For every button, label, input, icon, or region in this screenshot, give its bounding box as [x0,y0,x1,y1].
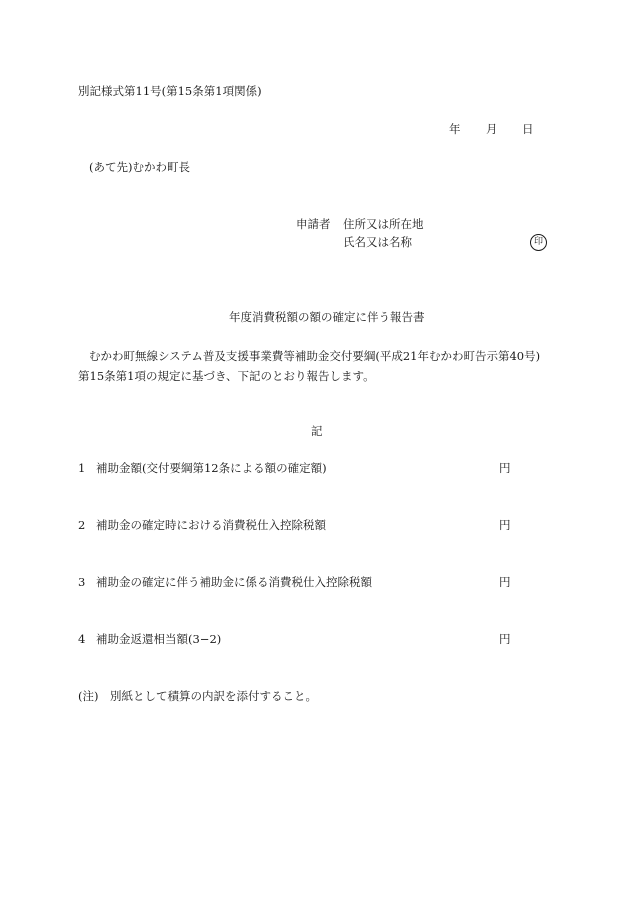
item-number: 4 [78,632,86,646]
list-item [78,463,538,477]
item-text: 補助金の確定時における消費税仕入控除税額 [96,518,326,532]
item-text: 補助金の確定に伴う補助金に係る消費税仕入控除税額 [96,575,372,589]
date-year: 年 [449,122,461,136]
item-number: 3 [78,575,86,589]
item-unit: 円 [499,632,511,646]
item-unit: 円 [499,461,511,475]
date-day: 日 [522,122,534,136]
item-text: 補助金返還相当額(3−2) [96,632,222,646]
date-month: 月 [486,122,498,136]
report-title: 年度消費税額の額の確定に伴う報告書 [229,310,425,324]
body-line-1: むかわ町無線システム普及支援事業費等補助金交付要綱(平成21年むかわ町告示第40号) [89,349,541,363]
list-item [78,520,538,534]
item-unit: 円 [499,518,511,532]
item-text: 補助金額(交付要綱第12条による額の確定額) [96,461,327,475]
applicant-address-label: 住所又は所在地 [343,217,424,231]
list-item [78,577,538,591]
item-number: 1 [78,461,86,475]
list-item [78,634,538,648]
applicant-label: 申請者 [296,217,331,231]
addressee: (あて先)むかわ町長 [89,160,190,174]
item-number: 2 [78,518,86,532]
form-id: 別記様式第11号(第15条第1項関係) [78,84,262,98]
item-unit: 円 [499,575,511,589]
seal-mark: 印 [530,234,547,251]
body-line-2: 第15条第1項の規定に基づき、下記のとおり報告します。 [78,369,375,383]
ki-heading: 記 [311,424,323,438]
applicant-name-label: 氏名又は名称 [343,235,412,249]
note: (注) 別紙として積算の内訳を添付すること。 [78,689,317,703]
